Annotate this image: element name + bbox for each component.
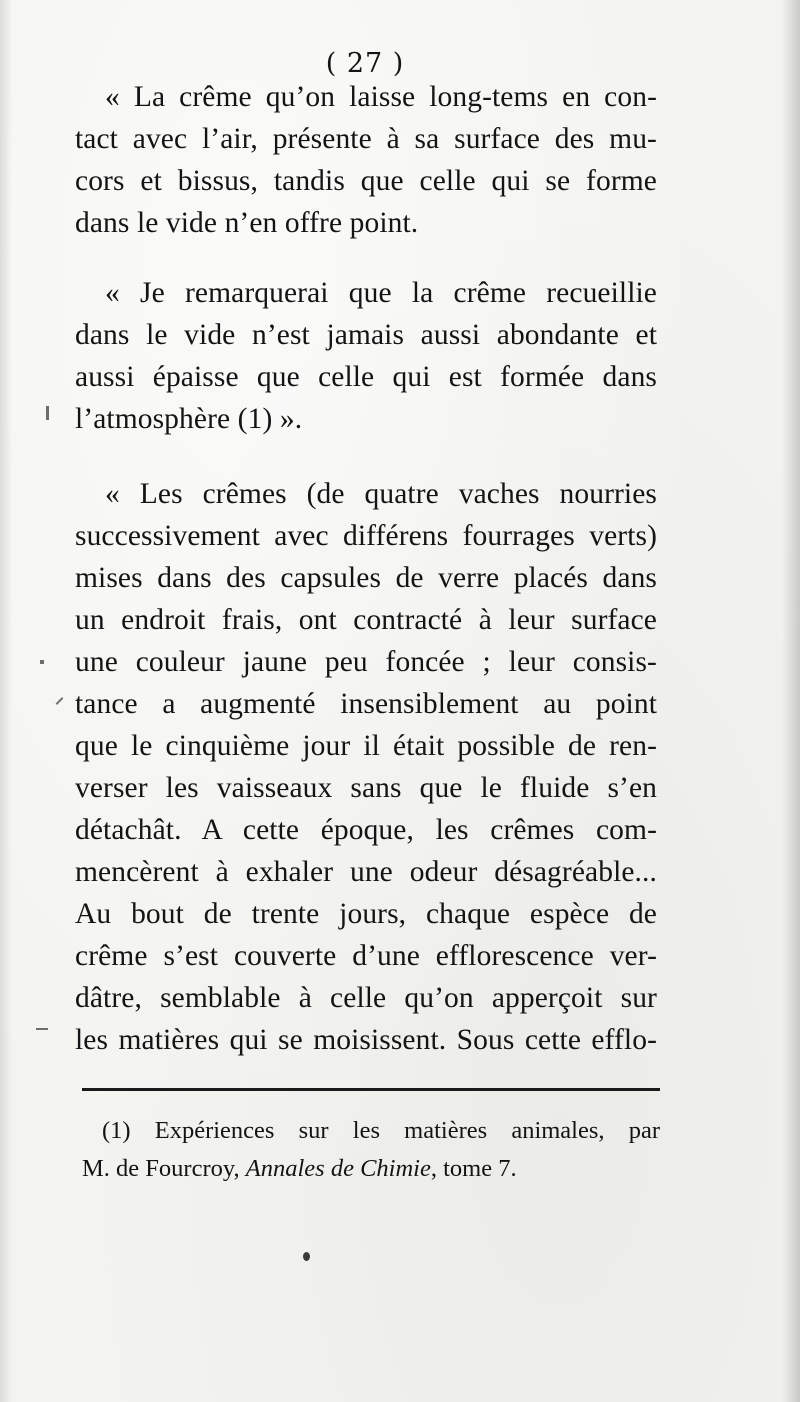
text-line: « La crême qu’on laisse long-tems en con- [105, 81, 657, 113]
margin-mark [56, 697, 64, 705]
text-line: une couleur jaune peu foncée ; leur consis- [75, 646, 657, 678]
text-line: dans le vide n’en offre point. [75, 207, 419, 239]
text-line: tance a augmenté insensiblement au point [75, 688, 657, 720]
margin-mark [46, 406, 49, 420]
text-line: un endroit frais, ont contracté à leur surface [75, 604, 657, 636]
page-right-edge [782, 0, 800, 1402]
text-line: crême s’est couverte d’une efflorescence ver- [75, 940, 657, 972]
text-line: que le cinquième jour il était possible de ren- [75, 730, 657, 762]
page-left-edge [0, 0, 12, 1402]
text-line: les matières qui se moisissent. Sous cette efflo- [75, 1024, 657, 1056]
paragraph-1 [75, 76, 657, 244]
text-line: dâtre, semblable à celle qu’on apperçoit sur [75, 982, 657, 1014]
text-line: dans le vide n’est jamais aussi abondante et [75, 319, 657, 351]
footnote-separator [82, 1088, 660, 1091]
text-line: mises dans des capsules de verre placés dans [75, 562, 657, 594]
text-line: « Je remarquerai que la crême recueillie [105, 277, 657, 309]
text-line: cors et bissus, tandis que celle qui se forme [75, 165, 657, 197]
margin-mark [40, 660, 44, 664]
text-line: « Les crêmes (de quatre vaches nourries [105, 478, 657, 510]
text-line: mencèrent à exhaler une odeur désagréable... [75, 856, 657, 888]
page-number: ( 27 ) [325, 48, 405, 79]
footnote-line: (1) Expériences sur les matières animales, par [102, 1117, 660, 1144]
text-line: verser les vaisseaux sans que le fluide s’en [75, 772, 657, 804]
footnote-journal-title: Annales de Chimie [245, 1155, 431, 1182]
footnote-line [82, 1150, 660, 1188]
text-line: successivement avec différens fourrages verts) [75, 520, 657, 552]
text-line: détachât. A cette époque, les crêmes com- [75, 814, 657, 846]
paragraph-2 [75, 272, 657, 440]
text-line: Au bout de trente jours, chaque espèce de [75, 898, 657, 930]
text-line: l’atmosphère (1) ». [75, 403, 303, 435]
text-line: aussi épaisse que celle qui est formée dans [75, 361, 657, 393]
footnote-author: M. de Fourcroy, [82, 1155, 246, 1182]
ink-speck [303, 1252, 310, 1261]
footnote-volume: , tome 7. [430, 1155, 517, 1182]
text-line: tact avec l’air, présente à sa surface des mu- [75, 123, 657, 155]
margin-mark [36, 1028, 48, 1030]
paragraph-3 [75, 473, 657, 1061]
